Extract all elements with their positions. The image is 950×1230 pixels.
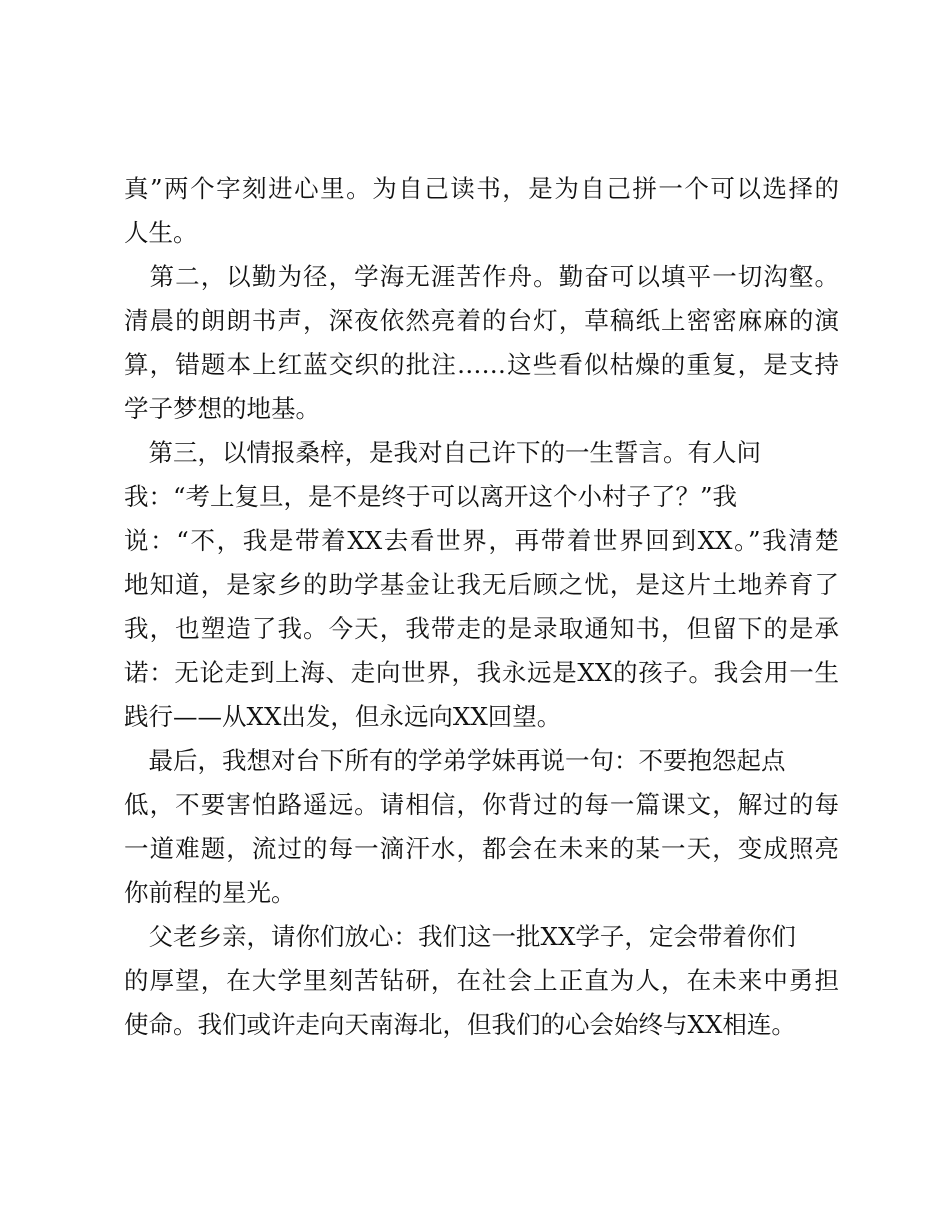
text-line: 父老乡亲，请你们放心：我们这一批XX学子，定会带着你们	[124, 922, 796, 951]
text-line: 第二，以勤为径，学海无涯苦作舟。勤奋可以填平一切沟壑。	[124, 262, 839, 291]
text-line: 践行——从XX出发，但永远向XX回望。	[124, 702, 562, 731]
text-line: 你前程的星光。	[124, 878, 296, 907]
text-line: 第三，以情报桑梓，是我对自己许下的一生誓言。有人问	[124, 438, 761, 467]
text-line: 一道难题，流过的每一滴汗水，都会在未来的某一天，变成照亮	[124, 834, 839, 863]
text-line: 人生。	[124, 218, 198, 247]
text-line: 低，不要害怕路遥远。请相信，你背过的每一篇课文，解过的每	[124, 790, 839, 819]
text-line: 地知道，是家乡的助学基金让我无后顾之忧，是这片土地养育了	[124, 570, 839, 599]
text-line: 最后，我想对台下所有的学弟学妹再说一句：不要抱怨起点	[124, 746, 786, 775]
text-line: 说：“不，我是带着XX去看世界，再带着世界回到XX。”我清楚	[124, 526, 839, 555]
text-line: 我：“考上复旦，是不是终于可以离开这个小村子了？”我	[124, 482, 738, 511]
text-line: 的厚望，在大学里刻苦钻研，在社会上正直为人，在未来中勇担	[124, 966, 839, 995]
text-line: 真”两个字刻进心里。为自己读书，是为自己拼一个可以选择的	[124, 174, 839, 203]
text-line: 学子梦想的地基。	[124, 394, 320, 423]
text-line: 我，也塑造了我。今天，我带走的是录取通知书，但留下的是承	[124, 614, 839, 643]
text-line: 算，错题本上红蓝交织的批注……这些看似枯燥的重复，是支持	[124, 350, 839, 379]
text-line: 清晨的朗朗书声，深夜依然亮着的台灯，草稿纸上密密麻麻的演	[124, 306, 839, 335]
text-line: 使命。我们或许走向天南海北，但我们的心会始终与XX相连。	[124, 1010, 796, 1039]
text-line: 诺：无论走到上海、走向世界，我永远是XX的孩子。我会用一生	[124, 658, 839, 687]
